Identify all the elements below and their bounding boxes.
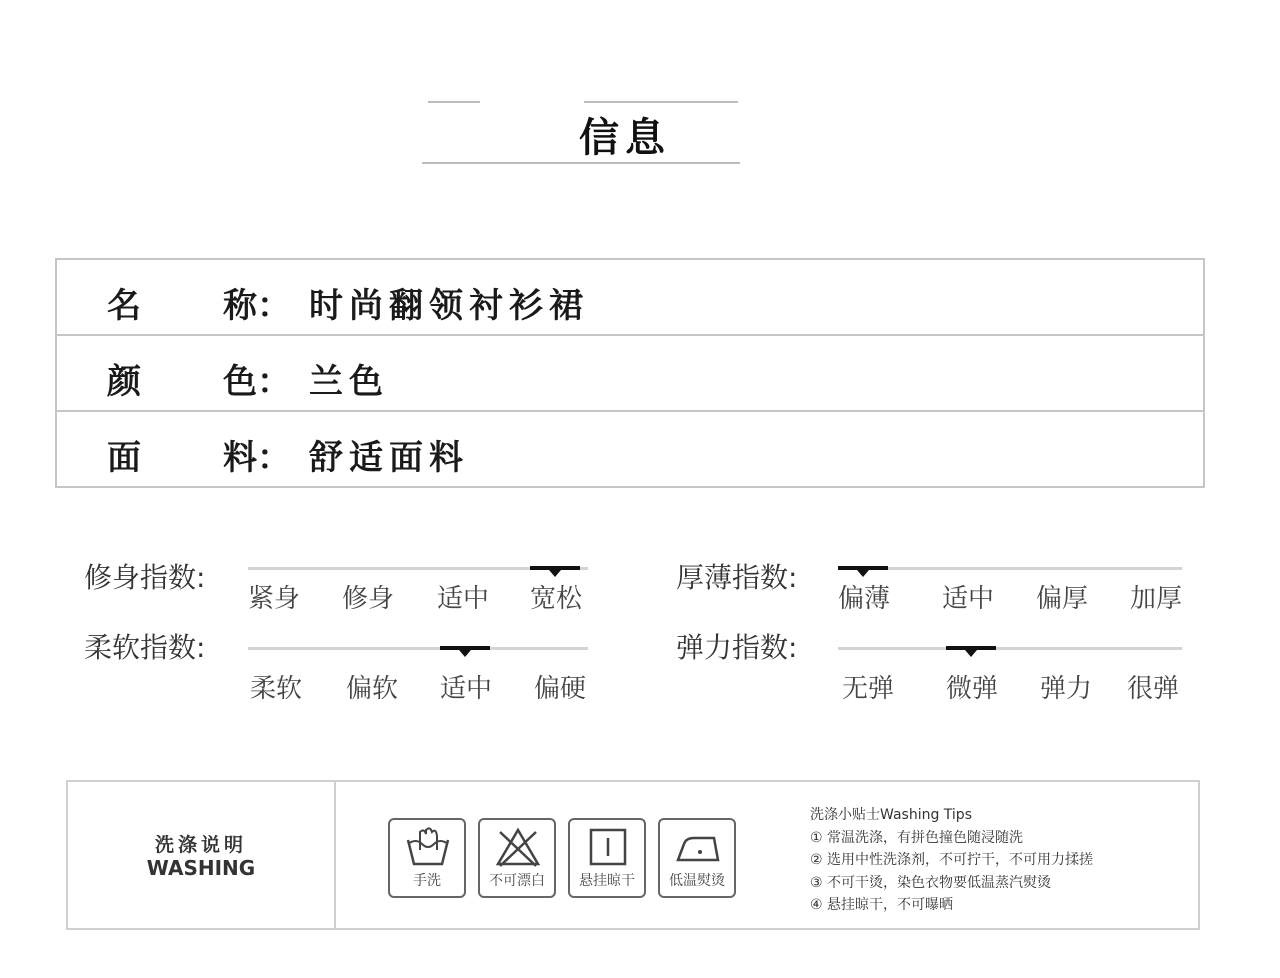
washing-divider bbox=[334, 782, 336, 928]
scale-marker-slim bbox=[530, 566, 580, 570]
heading-line-top-right bbox=[584, 101, 738, 103]
scale-track-softness bbox=[248, 647, 588, 650]
washing-title-en: WASHING bbox=[146, 856, 256, 880]
scale-marker-thickness bbox=[838, 566, 888, 570]
scale-option-elasticity-3: 弹力 bbox=[1040, 674, 1093, 704]
info-table bbox=[55, 258, 1205, 488]
washing-tips-title: 洗涤小贴士Washing Tips bbox=[810, 807, 972, 823]
scale-track-elasticity bbox=[838, 647, 1182, 650]
scale-label-slim: 修身指数: bbox=[84, 561, 206, 594]
care-label-no-bleach: 不可漂白 bbox=[489, 873, 545, 889]
low-iron-icon bbox=[674, 826, 722, 870]
info-label-fabric-b: 料： bbox=[223, 438, 291, 478]
scale-option-softness-3: 适中 bbox=[440, 674, 493, 704]
washing-tips bbox=[810, 804, 1093, 917]
hand-wash-icon bbox=[404, 826, 452, 870]
scale-option-elasticity-1: 无弹 bbox=[842, 674, 895, 704]
no-bleach-icon bbox=[494, 826, 542, 870]
scale-option-elasticity-4: 很弹 bbox=[1127, 674, 1180, 704]
scale-option-thickness-4: 加厚 bbox=[1130, 584, 1183, 614]
washing-tip-4: ④ 悬挂晾干，不可曝晒 bbox=[810, 897, 954, 913]
scale-option-thickness-2: 适中 bbox=[942, 584, 995, 614]
info-label-color-a: 颜 bbox=[107, 362, 141, 402]
scale-label-elasticity: 弹力指数: bbox=[676, 631, 798, 664]
care-no-bleach bbox=[478, 818, 556, 898]
care-label-hang-dry: 悬挂晾干 bbox=[579, 873, 635, 889]
scale-option-softness-4: 偏硬 bbox=[534, 674, 587, 704]
info-label-name-b: 称： bbox=[223, 286, 291, 326]
scale-marker-elasticity bbox=[946, 646, 996, 650]
care-hang-dry bbox=[568, 818, 646, 898]
care-low-iron bbox=[658, 818, 736, 898]
scale-option-thickness-1: 偏薄 bbox=[838, 584, 891, 614]
scale-option-elasticity-2: 微弹 bbox=[946, 674, 999, 704]
info-label-fabric-a: 面 bbox=[107, 438, 141, 478]
page-title: 信息 bbox=[579, 114, 671, 161]
scale-label-thickness: 厚薄指数: bbox=[676, 561, 798, 594]
washing-title-cn: 洗涤说明 bbox=[154, 834, 247, 856]
care-label-low-iron: 低温熨烫 bbox=[669, 873, 725, 889]
scale-option-softness-1: 柔软 bbox=[250, 674, 303, 704]
scale-track-thickness bbox=[838, 567, 1182, 570]
scale-option-slim-1: 紧身 bbox=[248, 584, 301, 614]
info-label-name-a: 名 bbox=[107, 286, 141, 326]
info-row-name bbox=[57, 260, 1203, 336]
heading-line-top-left bbox=[428, 101, 480, 103]
washing-tip-2: ② 选用中性洗涤剂，不可拧干，不可用力揉搓 bbox=[810, 852, 1093, 868]
info-row-color bbox=[57, 336, 1203, 412]
scale-option-slim-3: 适中 bbox=[437, 584, 490, 614]
info-row-fabric bbox=[57, 412, 1203, 488]
info-value-fabric: 舒适面料 bbox=[309, 438, 469, 478]
washing-box bbox=[66, 780, 1200, 930]
scale-label-softness: 柔软指数: bbox=[84, 631, 206, 664]
scale-option-slim-4: 宽松 bbox=[530, 584, 583, 614]
scale-option-softness-2: 偏软 bbox=[346, 674, 399, 704]
care-hand-wash bbox=[388, 818, 466, 898]
info-value-color: 兰色 bbox=[309, 362, 389, 402]
info-label-color-b: 色： bbox=[223, 362, 291, 402]
scale-option-thickness-3: 偏厚 bbox=[1036, 584, 1089, 614]
scale-option-slim-2: 修身 bbox=[342, 584, 395, 614]
washing-tip-3: ③ 不可干烫，染色衣物要低温蒸汽熨烫 bbox=[810, 874, 1051, 891]
scale-marker-softness bbox=[440, 646, 490, 650]
care-label-hand-wash: 手洗 bbox=[413, 873, 441, 889]
info-value-name: 时尚翻领衬衫裙 bbox=[309, 286, 589, 326]
heading-line-bottom bbox=[422, 162, 740, 164]
washing-tip-1: ① 常温洗涤，有拼色撞色随浸随洗 bbox=[810, 829, 1024, 846]
hang-dry-icon bbox=[584, 826, 632, 870]
